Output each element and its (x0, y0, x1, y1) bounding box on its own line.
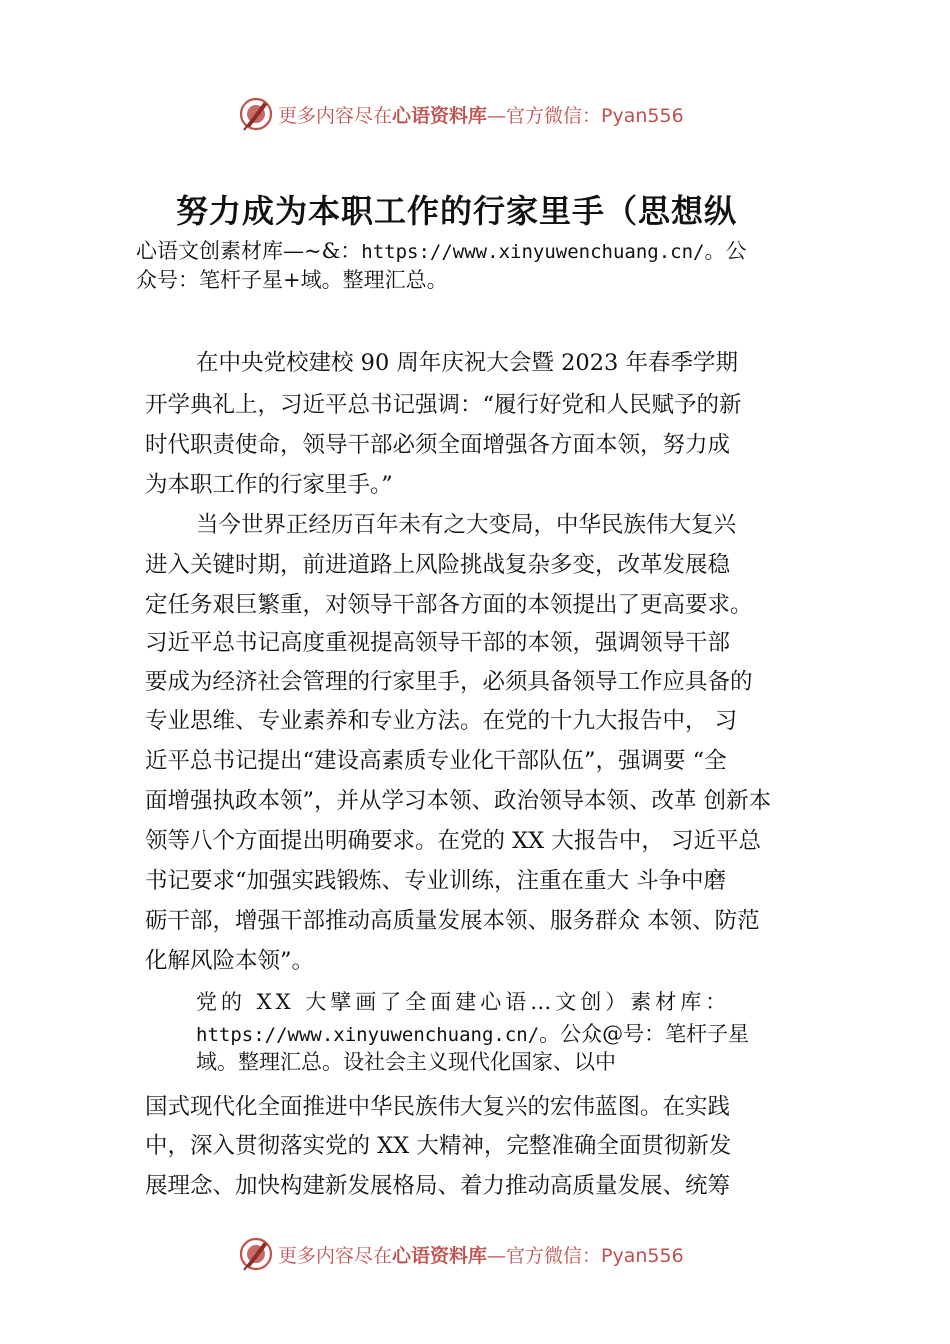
body-line: 进入关键时期，前进道路上风险挑战复杂多变，改革发展稳 (145, 552, 731, 578)
body-line: 要成为经济社会管理的行家里手，必须具备领导工作应具备的 (145, 669, 753, 695)
document-title: 努力成为本职工作的行家里手（思想纵 (176, 192, 738, 230)
wechat-id: Pyan556 (601, 1244, 684, 1267)
quote-line-3: 域。整理汇总。设社会主义现代化国家、以中 (196, 1050, 616, 1074)
body-line: 习近平总书记高度重视提高领导干部的本领，强调领导干部 (145, 630, 731, 656)
body-line: 时代职责使命，领导干部必须全面增强各方面本领，努力成 (145, 432, 731, 458)
quote-line-2: https://www.xinyuwenchuang.cn/。公众@号：笔杆子星 (196, 1022, 750, 1046)
source-url[interactable]: https://www.xinyuwenchuang.cn/ (361, 241, 705, 263)
quote-line-1: 党的 XX 大擘画了全面建心语…文创）素材库： (196, 990, 731, 1014)
body-line: 国式现代化全面推进中华民族伟大复兴的宏伟蓝图。在实践 (145, 1094, 731, 1120)
body-line: 在中央党校建校 90 周年庆祝大会暨 2023 年春季学期 (196, 350, 739, 376)
source-note-line-2: 众号：笔杆子星+域。整理汇总。 (136, 268, 448, 292)
banner-text: 更多内容尽在心语资料库—官方微信：Pyan556 (278, 1244, 684, 1267)
body-line: 展理念、加快构建新发展格局、着力推动高质量发展、统筹 (145, 1173, 731, 1199)
body-line: 近平总书记提出“建设高素质专业化干部队伍”，强调要 “全 (145, 748, 727, 774)
banner-text: 更多内容尽在心语资料库—官方微信：Pyan556 (278, 104, 684, 127)
body-line: 化解风险本领”。 (145, 948, 315, 974)
header-banner (0, 94, 950, 134)
body-line: 当今世界正经历百年未有之大变局，中华民族伟大复兴 (196, 512, 737, 538)
body-line: 领等八个方面提出明确要求。在党的 XX 大报告中， 习近平总 (145, 828, 761, 854)
quill-logo-icon (238, 1236, 274, 1272)
body-line: 开学典礼上，习近平总书记强调：“履行好党和人民赋予的新 (145, 392, 742, 418)
body-line: 面增强执政本领”，并从学习本领、政治领导本领、改革 创新本 (145, 788, 772, 814)
body-line: 书记要求“加强实践锻炼、专业训练，注重在重大 斗争中磨 (145, 868, 727, 894)
body-line: 砺干部，增强干部推动高质量发展本领、服务群众 本领、防范 (145, 908, 760, 934)
quill-logo-icon (238, 96, 274, 132)
footer-banner (0, 1234, 950, 1274)
wechat-id: Pyan556 (601, 104, 684, 127)
body-line: 专业思维、专业素养和专业方法。在党的十九大报告中， 习 (145, 708, 738, 734)
body-line: 为本职工作的行家里手。” (145, 472, 393, 498)
source-note-line-1: 心语文创素材库—~&：https://www.xinyuwenchuang.cn/。公 (136, 239, 747, 263)
body-line: 中，深入贯彻落实党的 XX 大精神，完整准确全面贯彻新发 (145, 1133, 732, 1159)
body-line: 定任务艰巨繁重，对领导干部各方面的本领提出了更高要求。 (145, 592, 753, 618)
quote-url[interactable]: https://www.xinyuwenchuang.cn/ (196, 1024, 540, 1046)
